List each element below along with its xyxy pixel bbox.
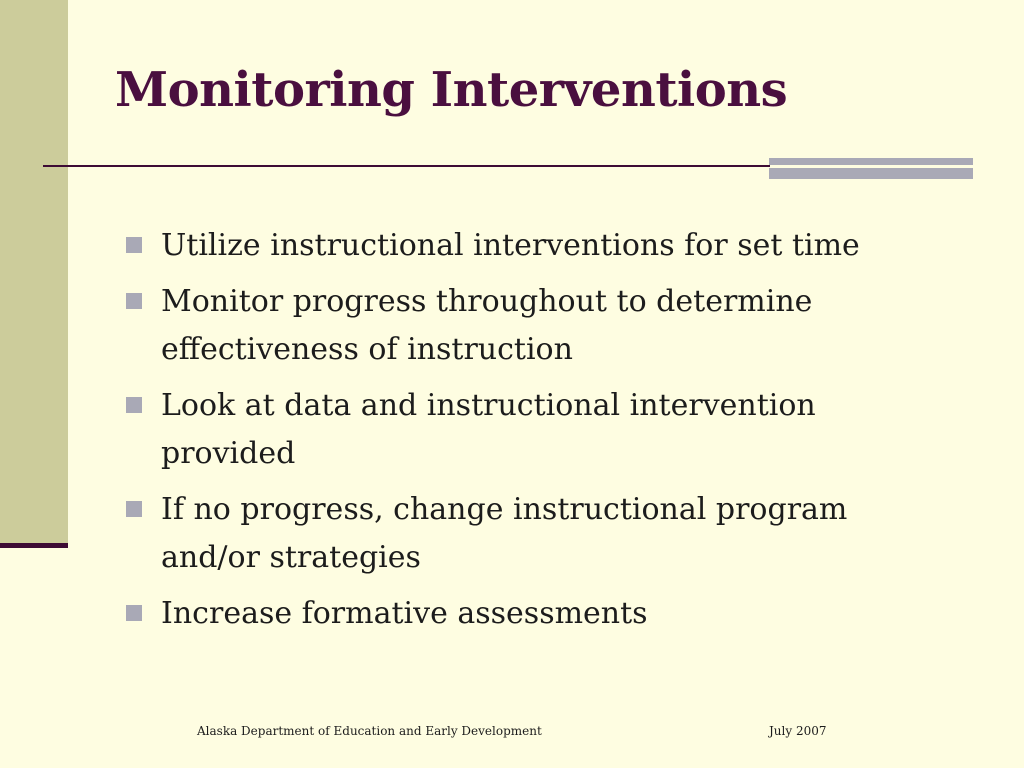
bullet-item (125, 486, 955, 582)
footer-date: July 2007 (769, 724, 827, 738)
slide-title: Monitoring Interventions (115, 62, 788, 118)
square-bullet-icon (126, 293, 142, 309)
bullet-text: Utilize instructional interventions for set time (161, 228, 860, 263)
square-bullet-icon (126, 605, 142, 621)
bullet-text: Increase formative assessments (161, 596, 648, 631)
bullet-list (125, 222, 955, 646)
square-bullet-icon (126, 237, 142, 253)
left-accent-line (0, 543, 68, 548)
bullet-item (125, 278, 955, 374)
bullet-text: Monitor progress throughout to determine effectiveness of instruction (161, 284, 813, 367)
bullet-item (125, 590, 955, 638)
title-rule-block-top (769, 158, 973, 165)
square-bullet-icon (126, 501, 142, 517)
bullet-text: If no progress, change instructional program and/or strategies (161, 492, 848, 575)
left-decorative-bar (0, 0, 68, 543)
bullet-item (125, 382, 955, 478)
title-underline (43, 165, 770, 167)
bullet-item (125, 222, 955, 270)
bullet-text: Look at data and instructional intervention provided (161, 388, 816, 471)
square-bullet-icon (126, 397, 142, 413)
footer-organization: Alaska Department of Education and Early Development (197, 724, 542, 738)
title-rule-block-bottom (769, 168, 973, 179)
